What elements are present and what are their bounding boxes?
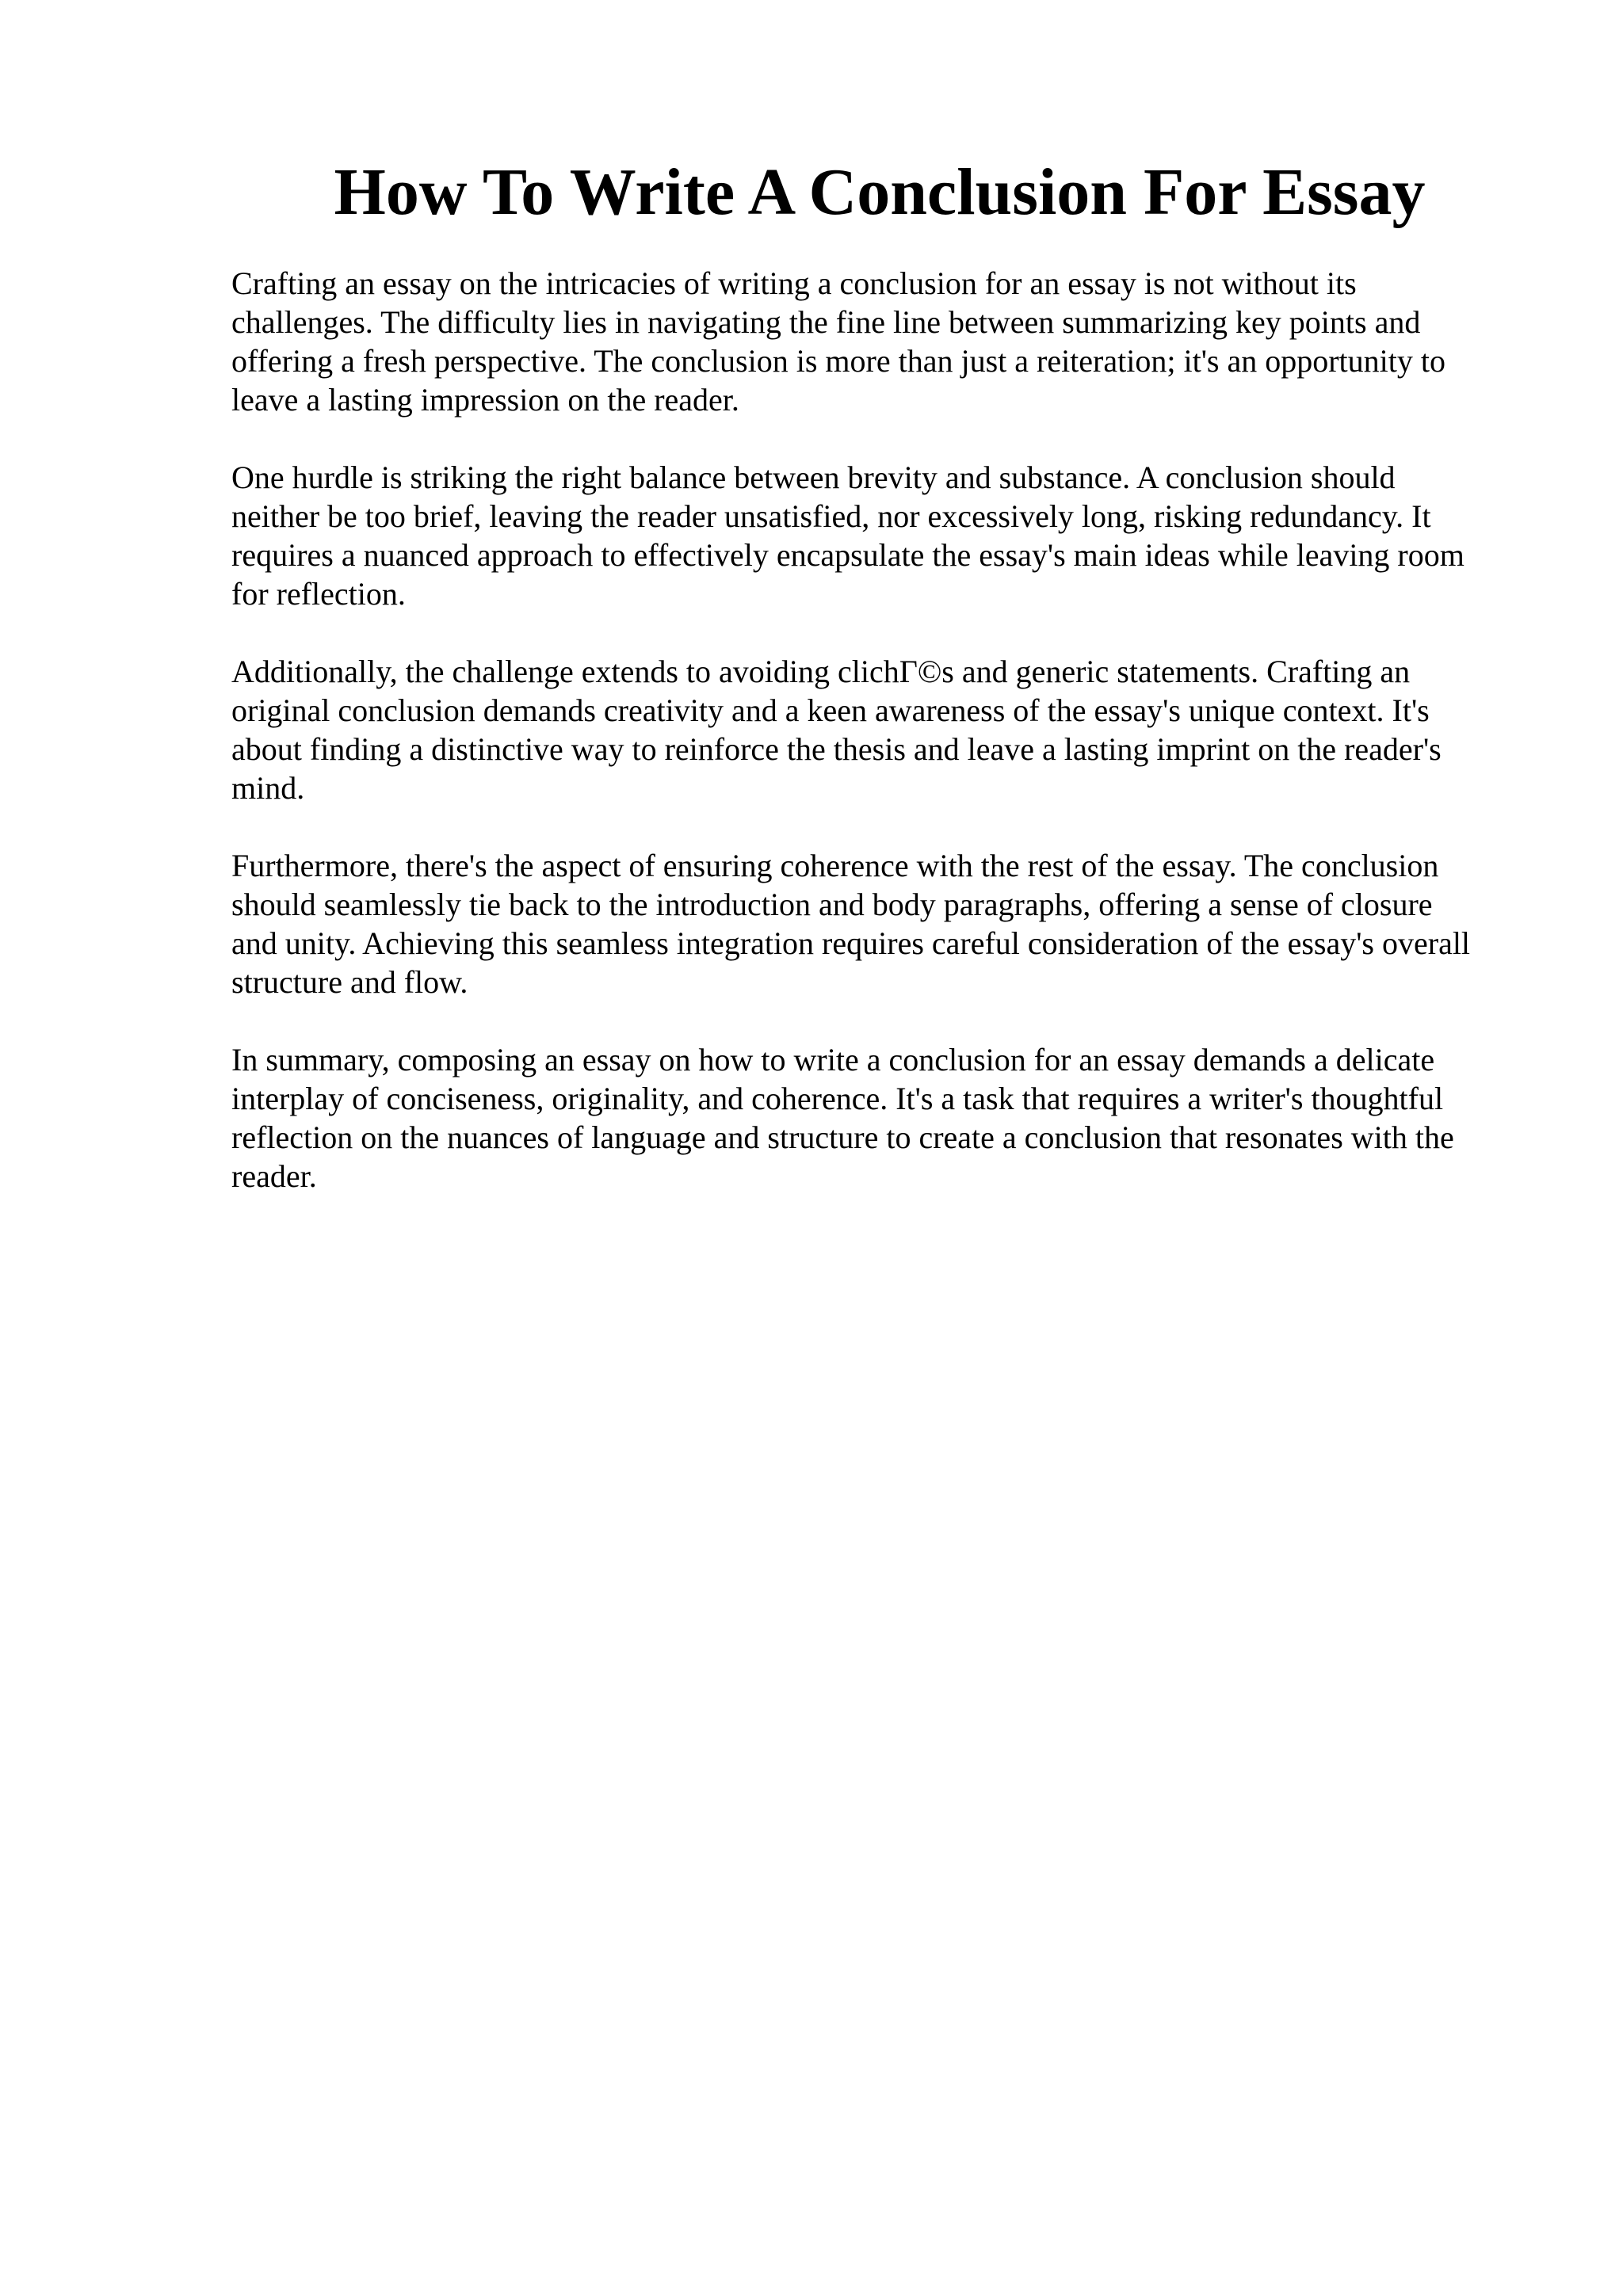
paragraph-line: neither be too brief, leaving the reader unsatisfied, nor excessively long, risking redundancy. It (231, 498, 1431, 534)
paragraph-line: Furthermore, there's the aspect of ensuring coherence with the rest of the essay. The conclusion (231, 848, 1439, 883)
paragraph-line: about finding a distinctive way to reinforce the thesis and leave a lasting imprint on the reader's (231, 731, 1442, 767)
paragraph-line: One hurdle is striking the right balance between brevity and substance. A conclusion should (231, 460, 1396, 495)
paragraph-4 (231, 846, 1531, 1001)
paragraph-line: Additionally, the challenge extends to avoiding clichГ©s and generic statements. Crafting an (231, 654, 1411, 689)
paragraph-line: interplay of conciseness, originality, and coherence. It's a task that requires a writer's thoughtful (231, 1081, 1444, 1116)
paragraph-line: reflection on the nuances of language and structure to create a conclusion that resonates with the (231, 1119, 1454, 1155)
paragraph-line: original conclusion demands creativity and a keen awareness of the essay's unique context. It's (231, 692, 1430, 728)
paragraph-line: In summary, composing an essay on how to write a conclusion for an essay demands a delicate (231, 1042, 1435, 1077)
paragraph-line: mind. (231, 770, 305, 806)
paragraph-line: should seamlessly tie back to the introduction and body paragraphs, offering a sense of closure (231, 887, 1433, 922)
paragraph-line: offering a fresh perspective. The conclusion is more than just a reiteration; it's an opportunity to (231, 343, 1445, 379)
document-body (231, 264, 1531, 1234)
paragraph-line: leave a lasting impression on the reader. (231, 382, 739, 418)
paragraph-1 (231, 264, 1531, 419)
paragraph-line: requires a nuanced approach to effectively encapsulate the essay's main ideas while leaving room (231, 537, 1465, 573)
document-title: How To Write A Conclusion For Essay (334, 155, 1426, 229)
paragraph-line: and unity. Achieving this seamless integration requires careful consideration of the essay's overall (231, 925, 1471, 961)
paragraph-line: Crafting an essay on the intricacies of writing a conclusion for an essay is not without its (231, 265, 1357, 301)
paragraph-line: for reflection. (231, 576, 406, 612)
paragraph-2 (231, 458, 1531, 613)
paragraph-5 (231, 1040, 1531, 1196)
paragraph-3 (231, 652, 1531, 807)
paragraph-line: challenges. The difficulty lies in navigating the fine line between summarizing key points and (231, 304, 1421, 340)
paragraph-line: structure and flow. (231, 964, 468, 1000)
paragraph-line: reader. (231, 1158, 317, 1194)
